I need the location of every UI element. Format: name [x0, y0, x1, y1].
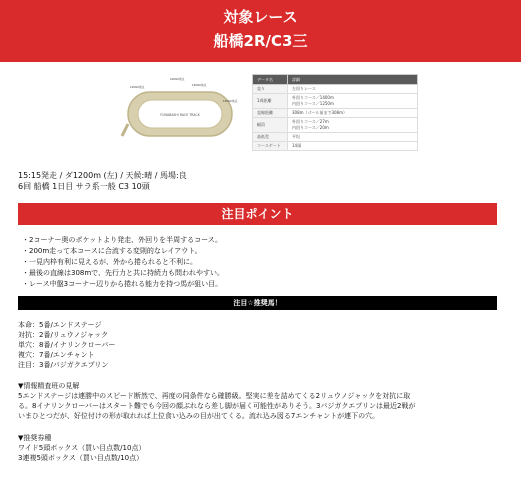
table-row: コースゲート 14頭: [253, 142, 418, 151]
course-info-table: [252, 74, 418, 151]
bet-line: 3連複5頭ボックス（買い目点数/10点）: [18, 454, 144, 462]
table-header-row: [253, 75, 418, 85]
bets-title: ▼推奨券種: [18, 434, 52, 442]
table-row: 直り 左回りレース: [253, 85, 418, 94]
analysis-line: る。8イナリンクローバーはスタート難でも今回の顔ぶれなら差し脚が届く可能性がありそう。3パジガクエプリンは最近2戦が: [18, 402, 416, 410]
list-item: ・2コーナー奥のポケットより発走、外回りを半周するコース。: [22, 236, 222, 244]
pick-item: 複穴：7番/エンチャント: [18, 351, 95, 359]
table-row: 直線距離 308m（ゴール前まで308m）: [253, 109, 418, 118]
pocket-chute: [122, 124, 128, 136]
banner-title: 対象レース: [223, 8, 298, 26]
table-row: 1周距離 外回りコース／1400m 内回りコース／1250m: [253, 94, 418, 109]
race-info: [18, 170, 187, 192]
race-banner: [0, 0, 521, 62]
pick-item: 単穴：8番/イナリンクローバー: [18, 341, 116, 349]
table-header-cell: データ名: [253, 75, 288, 85]
table-row: 高低差 平坦: [253, 133, 418, 142]
list-item: ・最後の直線は308mで、先行力と共に持続力も問われやすい。: [22, 269, 225, 277]
table-header-cell: 詳細: [288, 75, 418, 85]
list-item: ・一見内枠有利に見えるが、外から捲られると不利に。: [22, 258, 197, 266]
bets-section: [18, 433, 145, 463]
table-row: 幅員 外回りコース／27m 内回りコース／20m: [253, 118, 418, 133]
bet-line: ワイド5頭ボックス（買い目点数/10点）: [18, 444, 146, 452]
recommend-heading: 注目☆推奨馬！: [18, 296, 497, 310]
points-list: [22, 235, 224, 290]
course-mark-3: 1400m地点: [192, 84, 207, 87]
analysis-line: 5エンドステージは連勝中のスピード断然で、再度の同条件なら確勝級。堅実に差を詰めてくる2リュウノジャックを対抗に取: [18, 392, 411, 400]
banner-race: 船橋2R/C3三: [213, 32, 308, 50]
course-mark-4: 1500m地点: [223, 100, 238, 103]
points-heading: 注目ポイント: [18, 203, 497, 225]
race-info-line: 6回 船橋 1日目 サラ系一般 C3 10頭: [18, 182, 150, 191]
list-item: ・200m走って本コースに合流する変則的なレイアウト。: [22, 247, 202, 255]
analysis-line: いまひとつだが、好位付けの形が取れれば上位食い込みの目が出てくる。流れ込み図る7エンチャントが連下の穴。: [18, 412, 380, 420]
analysis-section: [18, 381, 501, 421]
pick-item: 対抗：2番/リュウノジャック: [18, 331, 108, 339]
course-map: [120, 74, 245, 154]
race-info-line: 15:15発走 / ダ1200m (左) / 天候:晴 / 馬場:良: [18, 171, 187, 180]
course-mark-2: 1000m地点: [170, 78, 185, 81]
pick-item: 本命：5番/エンドステージ: [18, 321, 102, 329]
analysis-title: ▼情報精査班の見解: [18, 382, 80, 390]
course-mark-1: 1200m地点: [130, 86, 145, 89]
list-item: ・レース中盤3コーナー辺りから捲れる能力を持つ馬が狙い目。: [22, 280, 223, 288]
picks-list: [18, 320, 115, 370]
course-label: FUNABASHI RACE TRACK: [160, 113, 200, 117]
pick-item: 注目：3番/パジガクエプリン: [18, 361, 109, 369]
